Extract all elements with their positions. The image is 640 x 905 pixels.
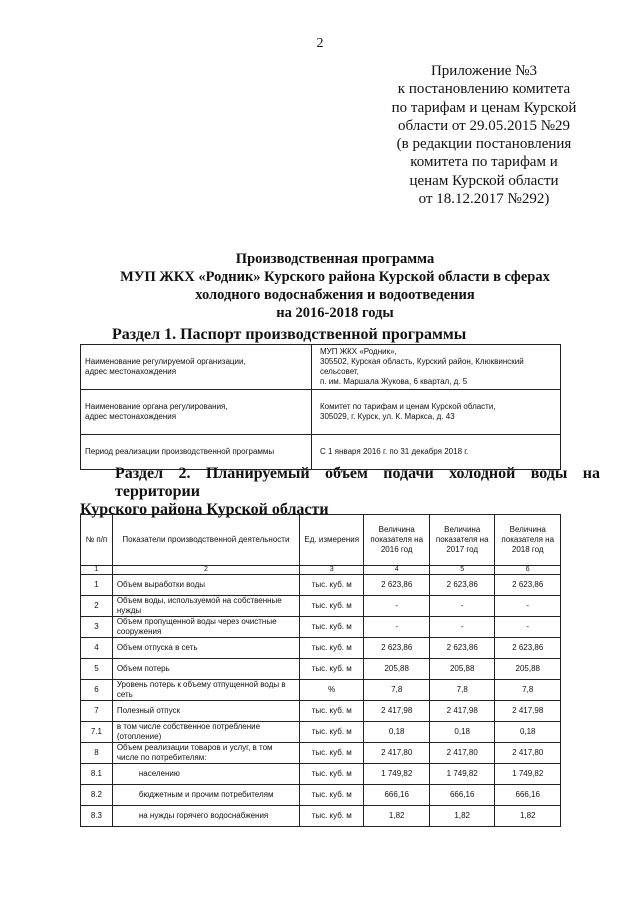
row-value-2017: 1 749,82 — [429, 764, 495, 785]
value-line: 305502, Курская область, Курский район, Клюквинский сельсовет, — [320, 357, 524, 376]
table-row — [81, 659, 561, 680]
row-value-2018: 205,88 — [495, 659, 561, 680]
row-unit: тыс. куб. м — [300, 638, 364, 659]
passport-label — [81, 345, 312, 390]
row-value-2018: 2 417,98 — [495, 701, 561, 722]
row-unit: тыс. куб. м — [300, 617, 364, 638]
table-row — [81, 785, 561, 806]
table-row — [81, 617, 561, 638]
row-indicator — [112, 764, 299, 785]
value-line: п. им. Маршала Жукова, 6 квартал, д. 5 — [320, 377, 468, 386]
header-2017: Величина показателя на 2017 год — [429, 515, 495, 566]
row-unit: тыс. куб. м — [300, 701, 364, 722]
row-unit: тыс. куб. м — [300, 764, 364, 785]
row-unit: тыс. куб. м — [300, 743, 364, 764]
header-unit: Ед. измерения — [300, 515, 364, 566]
appendix-line: ценам Курской области — [409, 172, 559, 189]
row-number: 7.1 — [81, 722, 113, 743]
document-title — [70, 250, 600, 322]
row-indicator: Уровень потерь к объему отпущенной воды в сеть — [112, 680, 299, 701]
table-row — [81, 743, 561, 764]
passport-row — [81, 390, 561, 435]
row-indicator: Объем пропущенной воды через очистные сооружения — [112, 617, 299, 638]
value-line: С 1 января 2016 г. по 31 декабря 2018 г. — [320, 447, 469, 456]
appendix-line: к постановлению комитета — [397, 81, 571, 98]
value-line: МУП ЖКХ «Родник», — [320, 347, 397, 356]
table-row — [81, 701, 561, 722]
label-line: Период реализации производственной программы — [85, 447, 275, 456]
title-line: холодного водоснабжения и водоотведения — [195, 287, 475, 303]
passport-row — [81, 345, 561, 390]
row-value-2016: 0,18 — [364, 722, 430, 743]
section1-heading: Раздел 1. Паспорт производственной программы — [112, 326, 467, 343]
row-value-2017: 2 417,80 — [429, 743, 495, 764]
row-value-2016: 666,16 — [364, 785, 430, 806]
section2-heading — [80, 465, 600, 519]
row-value-2018: 666,16 — [495, 785, 561, 806]
label-line: адрес местонахождения — [85, 367, 177, 376]
column-number: 2 — [112, 566, 299, 575]
row-value-2018: 2 623,86 — [495, 575, 561, 596]
row-indicator-text: населению — [138, 769, 180, 778]
row-number: 4 — [81, 638, 113, 659]
row-indicator: Объем воды, используемой на собственные нужды — [112, 596, 299, 617]
row-value-2018: - — [495, 617, 561, 638]
row-unit: тыс. куб. м — [300, 806, 364, 827]
row-value-2016: 205,88 — [364, 659, 430, 680]
row-value-2017: 0,18 — [429, 722, 495, 743]
appendix-line: области от 29.05.2015 №29 — [397, 117, 571, 134]
row-unit: тыс. куб. м — [300, 596, 364, 617]
appendix-line: Приложение №3 — [430, 63, 538, 79]
label-line: Наименование регулируемой организации, — [85, 357, 246, 366]
page-number: 2 — [316, 36, 324, 51]
table-row — [81, 596, 561, 617]
row-value-2017: 666,16 — [429, 785, 495, 806]
label-line: адрес местонахождения — [85, 412, 177, 421]
row-indicator-text: на нужды горячего водоснабжения — [138, 811, 269, 820]
row-indicator: Объем реализации товаров и услуг, в том числе по потребителям: — [112, 743, 299, 764]
row-value-2018: 7,8 — [495, 680, 561, 701]
row-value-2016: 2 417,98 — [364, 701, 430, 722]
row-number: 8.2 — [81, 785, 113, 806]
row-number: 1 — [81, 575, 113, 596]
table-row — [81, 806, 561, 827]
table-row — [81, 722, 561, 743]
row-value-2017: 2 623,86 — [429, 575, 495, 596]
appendix-line: по тарифам и ценам Курской — [391, 99, 577, 116]
row-number: 6 — [81, 680, 113, 701]
row-value-2018: 2 417,80 — [495, 743, 561, 764]
row-indicator: Объем потерь — [112, 659, 299, 680]
row-value-2018: 1 749,82 — [495, 764, 561, 785]
row-value-2016: - — [364, 617, 430, 638]
row-value-2017: - — [429, 617, 495, 638]
column-number: 6 — [495, 566, 561, 575]
row-value-2016: - — [364, 596, 430, 617]
header-2018: Величина показателя на 2018 год — [495, 515, 561, 566]
water-volume-table — [80, 514, 561, 827]
header-num: № п/п — [81, 515, 113, 566]
label-line: Наименование органа регулирования, — [85, 402, 228, 411]
appendix-line: от 18.12.2017 №292) — [418, 191, 550, 208]
row-value-2016: 2 623,86 — [364, 638, 430, 659]
table-body — [81, 575, 561, 827]
row-indicator: Объем отпуска в сеть — [112, 638, 299, 659]
row-indicator — [112, 785, 299, 806]
row-number: 2 — [81, 596, 113, 617]
row-value-2016: 2 623,86 — [364, 575, 430, 596]
column-number: 5 — [429, 566, 495, 575]
row-value-2017: 2 623,86 — [429, 638, 495, 659]
title-line: на 2016-2018 годы — [276, 305, 394, 321]
row-indicator: Полезный отпуск — [112, 701, 299, 722]
title-line: МУП ЖКХ «Родник» Курского района Курской области в сферах — [120, 269, 550, 285]
row-unit: тыс. куб. м — [300, 722, 364, 743]
row-number: 5 — [81, 659, 113, 680]
row-value-2018: 2 623,86 — [495, 638, 561, 659]
row-value-2016: 1 749,82 — [364, 764, 430, 785]
column-number: 4 — [364, 566, 430, 575]
row-unit: тыс. куб. м — [300, 659, 364, 680]
table-row — [81, 680, 561, 701]
row-number: 8 — [81, 743, 113, 764]
row-value-2016: 1,82 — [364, 806, 430, 827]
column-number: 3 — [300, 566, 364, 575]
row-unit: тыс. куб. м — [300, 575, 364, 596]
section2-heading-line: Курского района Курской области — [80, 501, 329, 518]
row-value-2017: 2 417,98 — [429, 701, 495, 722]
passport-value — [312, 345, 561, 390]
header-indicator: Показатели производственной деятельности — [112, 515, 299, 566]
passport-label — [81, 390, 312, 435]
row-value-2018: - — [495, 596, 561, 617]
row-unit: тыс. куб. м — [300, 785, 364, 806]
row-number: 8.1 — [81, 764, 113, 785]
table-row — [81, 764, 561, 785]
appendix-line: комитета по тарифам и — [410, 154, 558, 171]
row-value-2017: 205,88 — [429, 659, 495, 680]
row-unit: % — [300, 680, 364, 701]
row-indicator — [112, 806, 299, 827]
section2-heading-line: Раздел 2. Планируемый объем подачи холодной воды на территории — [115, 465, 600, 500]
row-number: 8.3 — [81, 806, 113, 827]
row-indicator-text: бюджетным и прочим потребителям — [138, 790, 274, 799]
header-2016: Величина показателя на 2016 год — [364, 515, 430, 566]
row-indicator: Объем выработки воды — [112, 575, 299, 596]
row-number: 7 — [81, 701, 113, 722]
table-row — [81, 638, 561, 659]
table-row — [81, 575, 561, 596]
row-value-2017: 7,8 — [429, 680, 495, 701]
title-line: Производственная программа — [235, 251, 435, 267]
row-number: 3 — [81, 617, 113, 638]
appendix-line: (в редакции постановления — [396, 136, 572, 153]
row-value-2016: 7,8 — [364, 680, 430, 701]
appendix-note — [366, 62, 602, 208]
column-number-row — [81, 566, 561, 575]
row-value-2017: - — [429, 596, 495, 617]
row-value-2018: 0,18 — [495, 722, 561, 743]
table-header-row — [81, 515, 561, 566]
row-value-2018: 1,82 — [495, 806, 561, 827]
value-line: 305029, г. Курск, ул. К. Маркса, д. 43 — [320, 412, 455, 421]
passport-value — [312, 390, 561, 435]
column-number: 1 — [81, 566, 113, 575]
passport-table — [80, 344, 561, 470]
value-line: Комитет по тарифам и ценам Курской области, — [320, 402, 496, 411]
row-value-2017: 1,82 — [429, 806, 495, 827]
row-indicator: в том числе собственное потребление (отопление) — [112, 722, 299, 743]
row-value-2016: 2 417,80 — [364, 743, 430, 764]
